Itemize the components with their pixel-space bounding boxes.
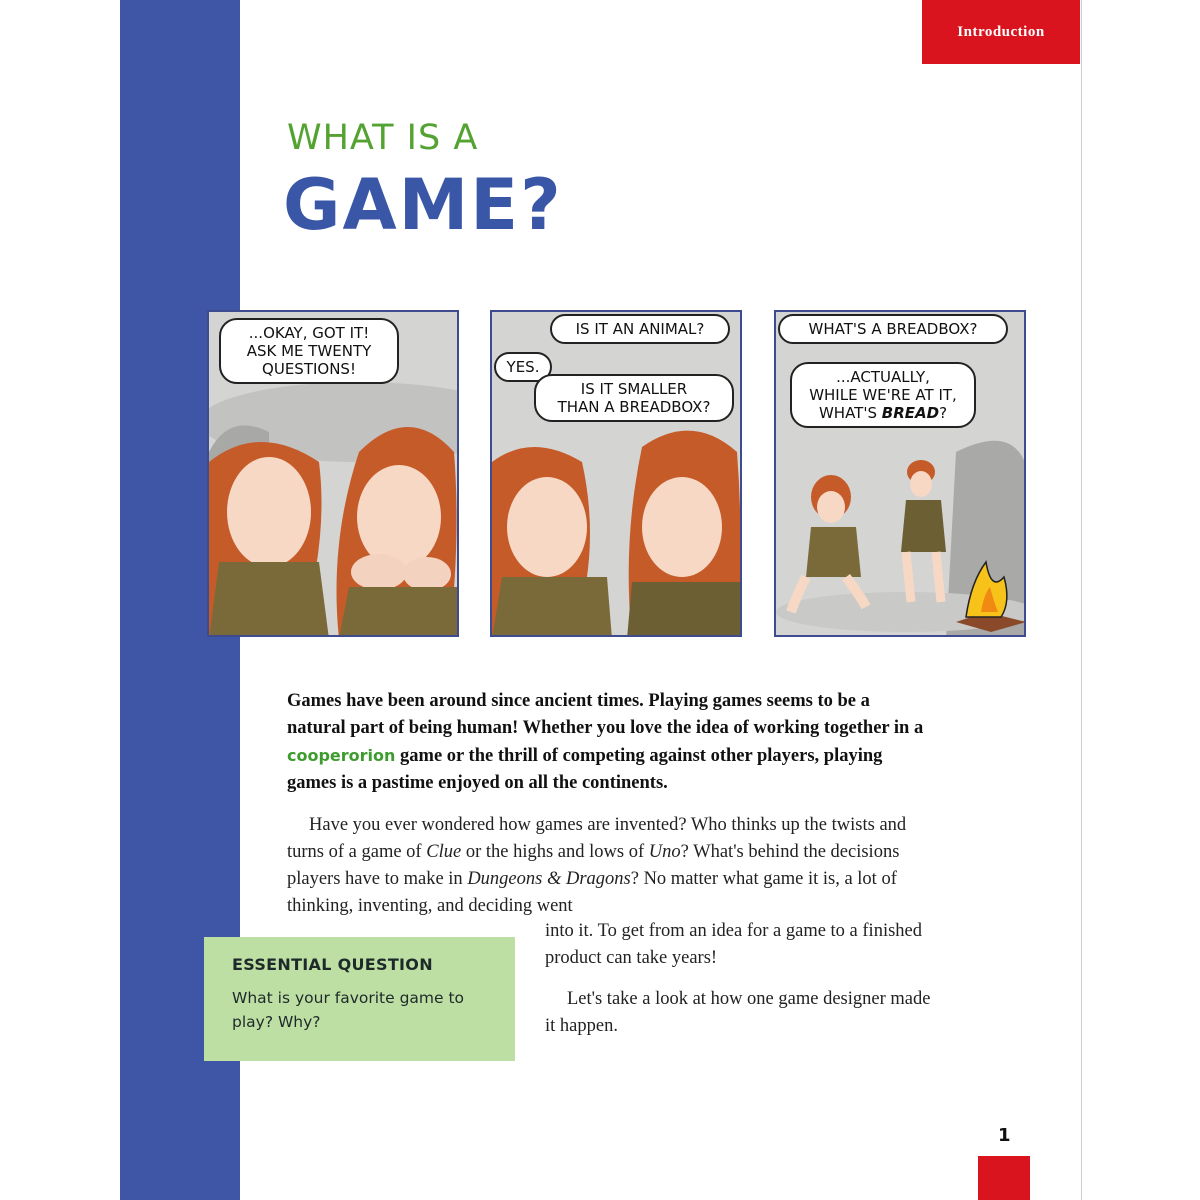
bubble-text: ?	[939, 404, 948, 422]
page-number: 1	[998, 1125, 1011, 1146]
bubble-emphasis: BREAD	[881, 404, 940, 422]
essential-question-box	[204, 937, 515, 1061]
intro-text: game or the thrill of competing against other players, playing games is a pastime enjoyed on all the continents.	[287, 746, 883, 793]
game-title: Dungeons & Dragons	[467, 869, 631, 889]
body-text: Have you ever wondered how games are invented? Who thinks up the twists and turns of a game of	[287, 815, 907, 862]
title-line-1: WHAT IS A	[287, 118, 479, 158]
red-corner-tab	[978, 1156, 1030, 1200]
speech-bubble: WHAT'S A BREADBOX?	[778, 314, 1008, 344]
intro-text: Games have been around since ancient times. Playing games seems to be a natural part of being human! Whether you love the idea of working together in a	[287, 691, 924, 738]
body-text: Let's take a look at how one game designer made it happen.	[545, 989, 931, 1036]
bubble-line: THAN A BREADBOX?	[557, 398, 711, 416]
essential-question-text: What is your favorite game to play? Why?	[232, 989, 465, 1031]
speech-bubble: YES.	[494, 352, 552, 382]
body-paragraph-1	[287, 812, 907, 920]
body-text: ? What's behind the decisions players have to make in	[287, 842, 900, 889]
section-tab-label: Introduction	[957, 23, 1045, 40]
body-paragraph-continued: into it. To get from an idea for a game to a finished product can take years!	[545, 921, 922, 968]
comic-panel-1	[207, 310, 459, 637]
title-line-2: GAME?	[283, 164, 563, 246]
body-text: ? No matter what game it is, a lot of thinking, inventing, and deciding went	[287, 869, 897, 916]
glossary-term: cooperorion	[287, 746, 396, 765]
bubble-line: WHILE WE'RE AT IT,	[809, 386, 957, 404]
body-paragraph-3	[545, 986, 945, 1040]
speech-bubble	[790, 362, 976, 428]
bubble-line: ...ACTUALLY,	[836, 368, 930, 386]
bubble-line	[802, 404, 964, 422]
bubble-text: WHAT'S	[818, 404, 882, 422]
game-title: Clue	[426, 842, 462, 862]
intro-paragraph	[287, 688, 927, 797]
bubble-line: QUESTIONS!	[262, 360, 356, 378]
body-text: or the highs and lows of	[461, 842, 649, 862]
essential-question-title: ESSENTIAL QUESTION	[232, 955, 433, 974]
comic-panel-2	[490, 310, 742, 637]
bubble-line: IS IT SMALLER	[580, 380, 688, 398]
section-tab	[922, 0, 1080, 64]
comic-panel-3	[774, 310, 1026, 637]
game-title: Uno	[648, 842, 681, 862]
speech-bubble	[219, 318, 399, 384]
bubble-line: ASK ME TWENTY	[246, 342, 372, 360]
speech-bubble	[534, 374, 734, 422]
bubble-line: ...OKAY, GOT IT!	[248, 324, 370, 342]
speech-bubble: IS IT AN ANIMAL?	[550, 314, 730, 344]
panel-3-illustration	[776, 312, 1026, 637]
